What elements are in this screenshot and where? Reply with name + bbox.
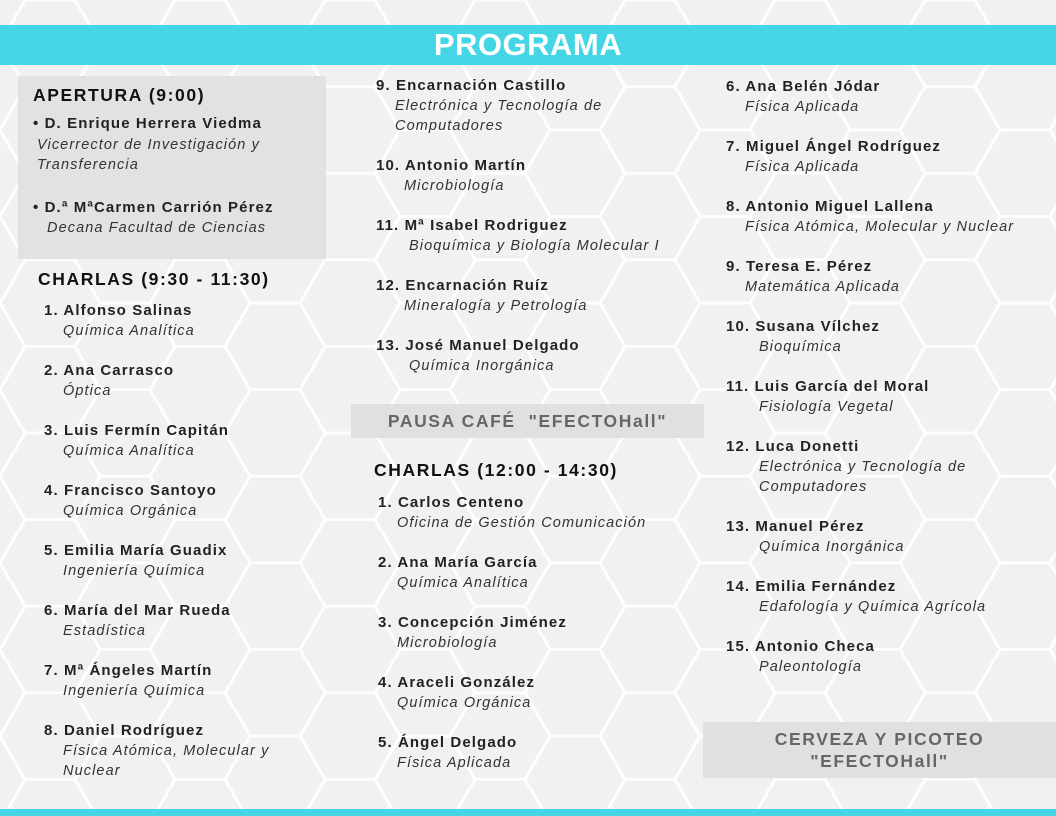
speaker-dept: Computadores bbox=[759, 479, 868, 495]
list-item bbox=[376, 156, 526, 196]
charlas1-heading-label: CHARLAS bbox=[38, 269, 135, 289]
speaker-dept: Física Aplicada bbox=[745, 99, 860, 115]
list-item bbox=[726, 577, 986, 617]
speaker-name: 15. Antonio Checa bbox=[726, 638, 875, 655]
speaker-dept: Física Aplicada bbox=[745, 159, 860, 175]
speaker-dept: Química Analítica bbox=[63, 443, 195, 459]
speaker-dept: Oficina de Gestión Comunicación bbox=[397, 515, 647, 531]
speaker-name: 11. Mª Isabel Rodriguez bbox=[376, 217, 568, 234]
apertura-person-role bbox=[37, 135, 262, 175]
apertura-person-name: • D.ª MªCarmen Carrión Pérez bbox=[33, 199, 274, 216]
speaker-dept: Ingeniería Química bbox=[63, 563, 206, 579]
speaker-dept: Ingeniería Química bbox=[63, 683, 206, 699]
speaker-name: 13. José Manuel Delgado bbox=[376, 337, 580, 354]
speaker-name: 12. Encarnación Ruíz bbox=[376, 277, 549, 294]
speaker-name: 1. Carlos Centeno bbox=[378, 494, 525, 511]
list-item bbox=[726, 257, 900, 297]
speaker-dept: Electrónica y Tecnología de bbox=[759, 459, 967, 475]
speaker-dept: Edafología y Química Agrícola bbox=[759, 599, 987, 615]
speaker-dept: Matemática Aplicada bbox=[745, 279, 900, 295]
speaker-name: 3. Luis Fermín Capitán bbox=[44, 422, 230, 439]
speaker-name: 4. Araceli González bbox=[378, 674, 536, 691]
list-item bbox=[44, 541, 227, 581]
speaker-dept: Física Atómica, Molecular y bbox=[63, 743, 270, 759]
charlas1-time: (9:30 - 11:30) bbox=[141, 269, 270, 289]
speaker-dept: Mineralogía y Petrología bbox=[404, 298, 588, 314]
list-item bbox=[44, 421, 229, 461]
speaker-dept: Química Analítica bbox=[63, 323, 195, 339]
speaker-name: 11. Luis García del Moral bbox=[726, 378, 930, 395]
list-item bbox=[726, 77, 880, 117]
cierre-line: CERVEZA Y PICOTEO bbox=[774, 729, 985, 749]
list-item bbox=[376, 276, 588, 316]
list-item bbox=[44, 481, 217, 521]
apertura-heading bbox=[33, 85, 205, 106]
speaker-name: 8. Antonio Miguel Lallena bbox=[726, 198, 934, 215]
speaker-dept: Física Atómica, Molecular y Nuclear bbox=[745, 219, 1015, 235]
speaker-name: 2. Ana Carrasco bbox=[44, 362, 175, 379]
speaker-dept: Nuclear bbox=[63, 763, 121, 779]
speaker-dept: Química Inorgánica bbox=[759, 539, 905, 555]
speaker-name: 10. Susana Vílchez bbox=[726, 318, 881, 335]
speaker-name: 4. Francisco Santoyo bbox=[44, 482, 217, 499]
speaker-dept: Óptica bbox=[63, 383, 112, 399]
speaker-dept: Química Inorgánica bbox=[409, 358, 555, 374]
role-line: Decana Facultad de Ciencias bbox=[47, 220, 267, 236]
list-item bbox=[44, 601, 231, 641]
apertura-person-role bbox=[47, 218, 274, 238]
speaker-name: 6. María del Mar Rueda bbox=[44, 602, 231, 619]
speaker-name: 5. Emilia María Guadix bbox=[44, 542, 228, 559]
speaker-name: 10. Antonio Martín bbox=[376, 157, 527, 174]
speaker-dept: Bioquímica y Biología Molecular I bbox=[409, 238, 660, 254]
speaker-dept: Microbiología bbox=[397, 635, 498, 651]
list-item bbox=[44, 721, 269, 781]
charlas1-heading bbox=[38, 269, 270, 290]
pausa-cafe-box bbox=[351, 404, 704, 438]
speaker-dept: Estadística bbox=[63, 623, 147, 639]
speaker-dept: Física Aplicada bbox=[397, 755, 512, 771]
list-item bbox=[726, 197, 1014, 237]
speaker-name: 9. Teresa E. Pérez bbox=[726, 258, 873, 275]
role-line: Vicerrector de Investigación y bbox=[37, 137, 260, 153]
speaker-name: 5. Ángel Delgado bbox=[378, 734, 518, 751]
speaker-dept: Química Orgánica bbox=[397, 695, 532, 711]
speaker-dept: Bioquímica bbox=[759, 339, 842, 355]
apertura-heading-label: APERTURA bbox=[33, 85, 143, 105]
speaker-name: 9. Encarnación Castillo bbox=[376, 77, 567, 94]
list-item bbox=[376, 76, 602, 136]
speaker-name: 7. Mª Ángeles Martín bbox=[44, 662, 213, 679]
list-item bbox=[376, 336, 580, 376]
speaker-dept: Computadores bbox=[395, 118, 504, 134]
speaker-name: 13. Manuel Pérez bbox=[726, 518, 865, 535]
list-item bbox=[378, 493, 646, 533]
list-item bbox=[726, 437, 966, 497]
speaker-name: 2. Ana María García bbox=[378, 554, 538, 571]
speaker-name: 1. Alfonso Salinas bbox=[44, 302, 193, 319]
speaker-name: 6. Ana Belén Jódar bbox=[726, 78, 881, 95]
list-item bbox=[378, 613, 567, 653]
page-title: PROGRAMA bbox=[433, 27, 623, 62]
bottom-accent-bar bbox=[0, 809, 1056, 816]
cierre-line: "EFECTOHall" bbox=[810, 751, 949, 771]
apertura-person bbox=[33, 115, 262, 175]
list-item bbox=[376, 216, 660, 256]
pausa-cafe-label: PAUSA CAFÉ "EFECTOHall" bbox=[387, 411, 668, 431]
list-item bbox=[378, 673, 535, 713]
apertura-time: (9:00) bbox=[148, 85, 206, 105]
speaker-dept: Fisiología Vegetal bbox=[759, 399, 894, 415]
speaker-dept: Electrónica y Tecnología de bbox=[395, 98, 603, 114]
list-item bbox=[726, 377, 929, 417]
list-item bbox=[726, 317, 880, 357]
speaker-dept: Química Analítica bbox=[397, 575, 529, 591]
speaker-name: 12. Luca Donetti bbox=[726, 438, 860, 455]
speaker-name: 3. Concepción Jiménez bbox=[378, 614, 567, 631]
person-name-text: D. Enrique Herrera Viedma bbox=[44, 115, 262, 132]
charlas2-time: (12:00 - 14:30) bbox=[477, 460, 618, 480]
list-item bbox=[726, 137, 941, 177]
speaker-dept: Paleontología bbox=[759, 659, 862, 675]
list-item bbox=[378, 733, 517, 773]
speaker-dept: Microbiología bbox=[404, 178, 505, 194]
speaker-name: 14. Emilia Fernández bbox=[726, 578, 897, 595]
role-line: Transferencia bbox=[37, 157, 139, 173]
charlas2-heading-label: CHARLAS bbox=[374, 460, 471, 480]
list-item bbox=[378, 553, 538, 593]
list-item bbox=[44, 661, 212, 701]
list-item bbox=[726, 637, 875, 677]
speaker-name: 8. Daniel Rodríguez bbox=[44, 722, 205, 739]
charlas2-heading bbox=[374, 460, 618, 481]
list-item bbox=[44, 361, 174, 401]
speaker-dept: Química Orgánica bbox=[63, 503, 198, 519]
list-item bbox=[44, 301, 195, 341]
apertura-person bbox=[33, 199, 274, 238]
cierre-box bbox=[703, 722, 1056, 778]
person-name-text: D.ª MªCarmen Carrión Pérez bbox=[44, 199, 274, 216]
list-item bbox=[726, 517, 905, 557]
apertura-person-name: • D. Enrique Herrera Viedma bbox=[33, 115, 262, 132]
speaker-name: 7. Miguel Ángel Rodríguez bbox=[726, 138, 942, 155]
